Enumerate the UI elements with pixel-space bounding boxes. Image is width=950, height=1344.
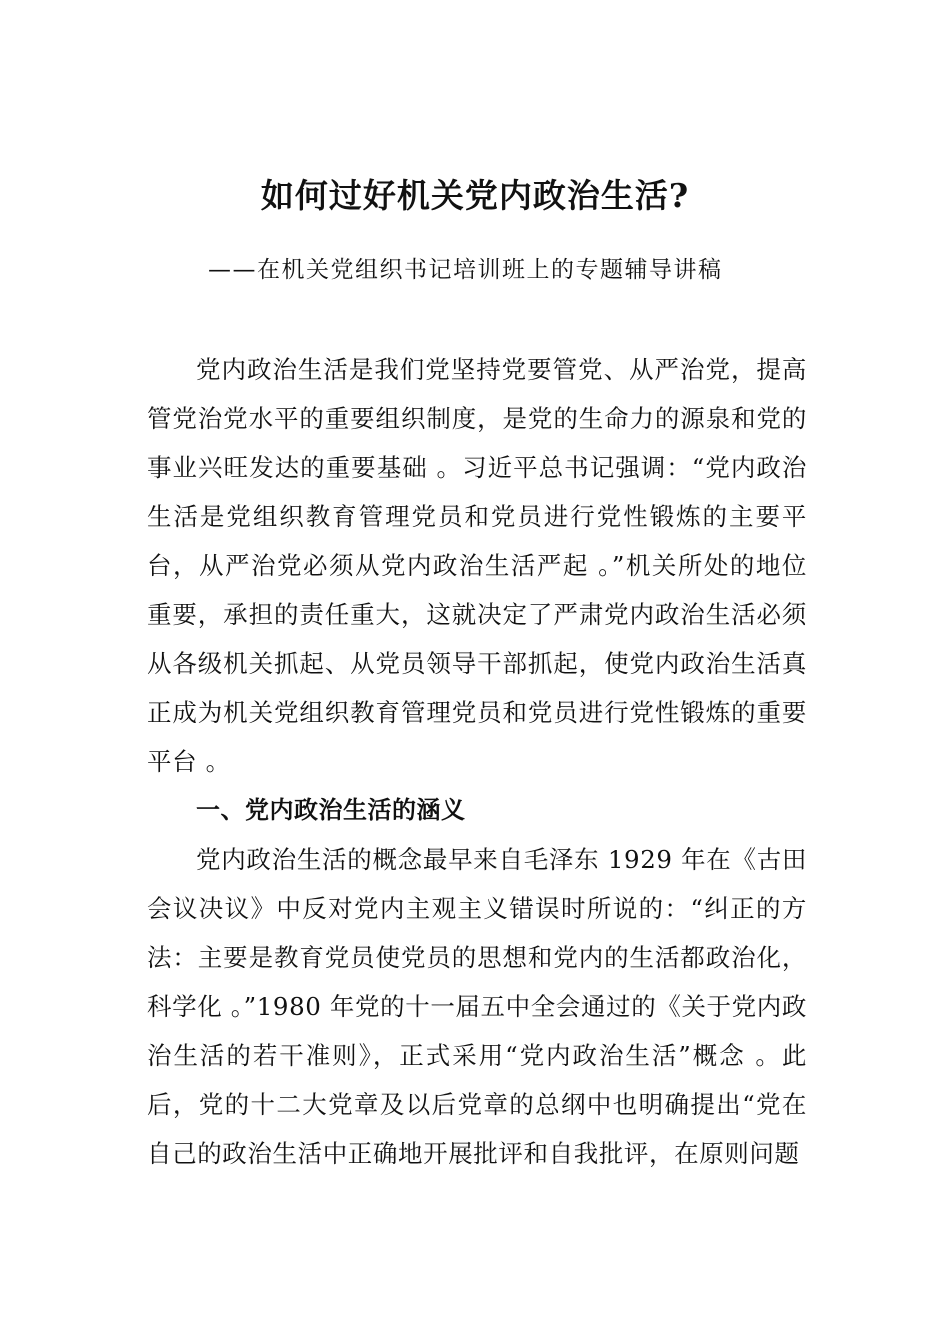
document-subtitle: ——在机关党组织书记培训班上的专题辅导讲稿 <box>208 257 723 283</box>
document-body <box>147 345 807 1178</box>
body-paragraph: 党内政治生活的概念最早来自毛泽东 1929 年在《古田会议决议》中反对党内主观主义错误时所说的：“纠正的方法：主要是教育党员使党员的思想和党内的生活都政治化，科学化 。”1980 年党的十一届五中全会通过的《关于党内政治生活的若干准则》，正式采用“党内政治生活”概念 。此后，党的十二大党章及以后党章的总纲中也明确提出“党在自己的政治生活中正确地开展批评和自我批评，在原则问题 <box>147 845 807 1168</box>
body-paragraph: 党内政治生活是我们党坚持党要管党、从严治党，提高管党治党水平的重要组织制度，是党的生命力的源泉和党的事业兴旺发达的重要基础 。习近平总书记强调：“党内政治生活是党组织教育管理党员和党员进行党性锻炼的主要平台，从严治党必须从党内政治生活严起 。”机关所处的地位重要，承担的责任重大，这就决定了严肃党内政治生活必须从各级机关抓起、从党员领导干部抓起，使党内政治生活真正成为机关党组织教育管理党员和党员进行党性锻炼的重要平台 。 <box>147 355 807 776</box>
document-title: 如何过好机关党内政治生活? <box>260 176 690 215</box>
section-heading: 一、党内政治生活的涵义 <box>196 796 466 824</box>
